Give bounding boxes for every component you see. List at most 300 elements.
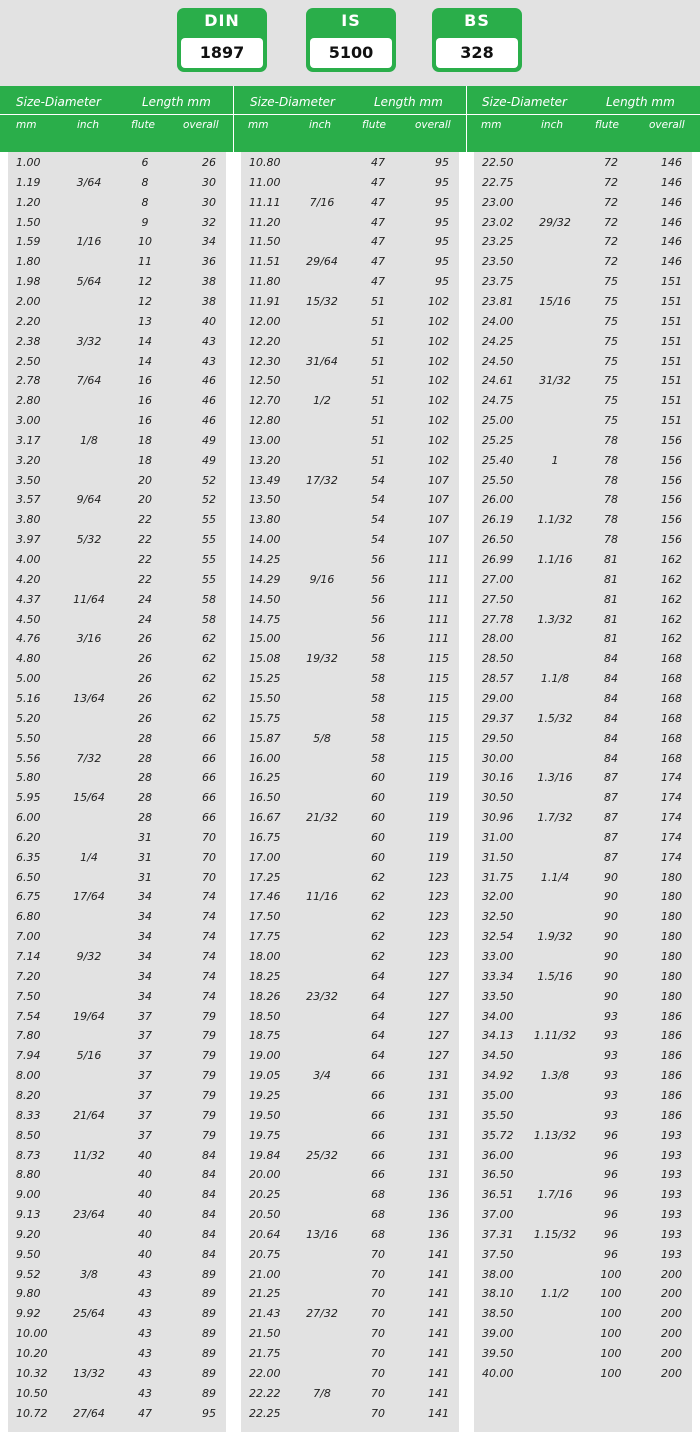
overall-length: 49 bbox=[202, 433, 216, 447]
table-row bbox=[474, 887, 692, 907]
diameter-inch: 15/16 bbox=[539, 294, 571, 308]
flute-length: 56 bbox=[371, 632, 385, 646]
flute-length: 78 bbox=[604, 473, 618, 487]
table-row bbox=[8, 471, 226, 491]
length-heading: Length mm bbox=[142, 95, 211, 109]
flute-length: 16 bbox=[138, 414, 152, 428]
table-row bbox=[8, 490, 226, 510]
flute-length: 51 bbox=[371, 294, 385, 308]
overall-heading: overall bbox=[649, 119, 685, 131]
table-row bbox=[8, 749, 226, 769]
overall-length: 168 bbox=[661, 691, 682, 705]
table-row bbox=[8, 1185, 226, 1205]
overall-length: 89 bbox=[202, 1307, 216, 1321]
diameter-inch: 19/64 bbox=[73, 1009, 105, 1023]
overall-length: 127 bbox=[428, 1029, 449, 1043]
table-row bbox=[241, 1126, 459, 1146]
table-row bbox=[8, 431, 226, 451]
flute-length: 28 bbox=[138, 811, 152, 825]
table-row bbox=[241, 1304, 459, 1324]
diameter-mm: 7.80 bbox=[16, 1029, 41, 1043]
table-row bbox=[241, 1165, 459, 1185]
flute-length: 26 bbox=[138, 691, 152, 705]
diameter-mm: 23.02 bbox=[482, 215, 514, 229]
flute-length: 72 bbox=[604, 156, 618, 169]
overall-length: 115 bbox=[428, 691, 449, 705]
overall-length: 102 bbox=[428, 294, 449, 308]
table-row bbox=[241, 1284, 459, 1304]
diameter-inch: 1.7/32 bbox=[537, 811, 573, 825]
overall-length: 123 bbox=[428, 930, 449, 944]
table-row bbox=[8, 907, 226, 927]
table-row bbox=[474, 490, 692, 510]
overall-length: 46 bbox=[202, 414, 216, 428]
diameter-mm: 6.80 bbox=[16, 910, 41, 924]
overall-length: 180 bbox=[661, 950, 682, 963]
flute-length: 31 bbox=[138, 870, 152, 884]
flute-length: 72 bbox=[604, 235, 618, 249]
flute-length: 90 bbox=[604, 870, 618, 884]
diameter-inch: 13/16 bbox=[306, 1227, 338, 1241]
overall-length: 74 bbox=[202, 950, 216, 963]
diameter-mm: 1.59 bbox=[16, 235, 41, 249]
table-row bbox=[474, 292, 692, 312]
diameter-mm: 34.50 bbox=[482, 1049, 514, 1063]
diameter-mm: 5.00 bbox=[16, 672, 41, 686]
overall-length: 162 bbox=[661, 632, 682, 646]
flute-length: 81 bbox=[604, 572, 618, 586]
diameter-mm: 5.56 bbox=[16, 751, 41, 765]
table-row bbox=[8, 530, 226, 550]
diameter-inch: 1.1/8 bbox=[540, 672, 570, 686]
flute-length: 93 bbox=[604, 1049, 618, 1063]
diameter-mm: 11.50 bbox=[249, 235, 281, 249]
flute-length: 84 bbox=[604, 691, 618, 705]
diameter-mm: 19.50 bbox=[249, 1108, 281, 1122]
header-divider bbox=[0, 114, 700, 115]
diameter-mm: 25.40 bbox=[482, 453, 514, 467]
flute-length: 34 bbox=[138, 950, 152, 963]
table-row bbox=[8, 927, 226, 947]
overall-length: 66 bbox=[202, 751, 216, 765]
overall-length: 156 bbox=[661, 473, 682, 487]
diameter-mm: 21.00 bbox=[249, 1267, 281, 1281]
diameter-mm: 9.00 bbox=[16, 1188, 41, 1202]
table-row bbox=[241, 252, 459, 272]
flute-length: 81 bbox=[604, 592, 618, 606]
diameter-inch: 17/32 bbox=[306, 473, 338, 487]
table-row bbox=[474, 788, 692, 808]
diameter-mm: 1.50 bbox=[16, 215, 41, 229]
diameter-mm: 37.00 bbox=[482, 1208, 514, 1222]
flute-length: 64 bbox=[371, 1049, 385, 1063]
overall-length: 95 bbox=[435, 235, 449, 249]
flute-length: 40 bbox=[138, 1208, 152, 1222]
diameter-inch: 31/64 bbox=[306, 354, 338, 368]
diameter-inch: 25/32 bbox=[306, 1148, 338, 1162]
flute-length: 51 bbox=[371, 354, 385, 368]
table-row bbox=[241, 1026, 459, 1046]
overall-length: 146 bbox=[661, 175, 682, 189]
diameter-mm: 22.22 bbox=[249, 1386, 281, 1400]
diameter-mm: 5.95 bbox=[16, 791, 41, 805]
overall-length: 119 bbox=[428, 850, 449, 864]
diameter-mm: 7.00 bbox=[16, 930, 41, 944]
overall-length: 141 bbox=[428, 1307, 449, 1321]
table-row bbox=[241, 1086, 459, 1106]
overall-length: 79 bbox=[202, 1088, 216, 1102]
table-row bbox=[8, 887, 226, 907]
diameter-mm: 12.20 bbox=[249, 334, 281, 348]
table-row bbox=[474, 1106, 692, 1126]
flute-length: 56 bbox=[371, 592, 385, 606]
diameter-mm: 20.00 bbox=[249, 1168, 281, 1182]
table-row bbox=[241, 411, 459, 431]
diameter-mm: 28.50 bbox=[482, 652, 514, 666]
flute-length: 75 bbox=[604, 294, 618, 308]
table-row bbox=[241, 1185, 459, 1205]
size-table-column-2 bbox=[241, 152, 459, 1432]
overall-length: 123 bbox=[428, 870, 449, 884]
diameter-mm: 21.25 bbox=[249, 1287, 281, 1301]
diameter-inch: 1.13/32 bbox=[533, 1128, 577, 1142]
table-row bbox=[241, 490, 459, 510]
table-row bbox=[474, 530, 692, 550]
overall-length: 66 bbox=[202, 811, 216, 825]
diameter-mm: 30.50 bbox=[482, 791, 514, 805]
overall-length: 79 bbox=[202, 1069, 216, 1083]
flute-length: 60 bbox=[371, 771, 385, 785]
overall-length: 95 bbox=[435, 156, 449, 169]
flute-length: 47 bbox=[138, 1406, 152, 1420]
flute-length: 34 bbox=[138, 969, 152, 983]
table-row bbox=[8, 1344, 226, 1364]
table-row bbox=[474, 451, 692, 471]
table-row bbox=[8, 332, 226, 352]
diameter-mm: 35.50 bbox=[482, 1108, 514, 1122]
flute-length: 62 bbox=[371, 930, 385, 944]
flute-heading: flute bbox=[595, 119, 620, 131]
overall-length: 141 bbox=[428, 1267, 449, 1281]
table-row bbox=[8, 1165, 226, 1185]
overall-length: 174 bbox=[661, 850, 682, 864]
flute-length: 9 bbox=[141, 215, 149, 229]
table-row bbox=[474, 947, 692, 967]
table-row bbox=[8, 1205, 226, 1225]
diameter-inch: 17/64 bbox=[73, 890, 105, 904]
diameter-inch: 1.1/32 bbox=[537, 513, 573, 527]
diameter-mm: 3.50 bbox=[16, 473, 41, 487]
diameter-inch: 7/64 bbox=[76, 374, 102, 388]
overall-length: 74 bbox=[202, 989, 216, 1003]
overall-length: 79 bbox=[202, 1108, 216, 1122]
flute-length: 70 bbox=[371, 1267, 385, 1281]
diameter-mm: 6.50 bbox=[16, 870, 41, 884]
diameter-mm: 39.00 bbox=[482, 1327, 514, 1341]
flute-length: 72 bbox=[604, 175, 618, 189]
flute-length: 87 bbox=[604, 830, 618, 844]
diameter-mm: 8.80 bbox=[16, 1168, 41, 1182]
diameter-inch: 27/32 bbox=[306, 1307, 338, 1321]
diameter-mm: 23.75 bbox=[482, 275, 514, 289]
diameter-mm: 35.00 bbox=[482, 1088, 514, 1102]
flute-length: 84 bbox=[604, 751, 618, 765]
overall-length: 193 bbox=[661, 1128, 682, 1142]
overall-length: 74 bbox=[202, 930, 216, 944]
diameter-mm: 4.50 bbox=[16, 612, 41, 626]
flute-length: 37 bbox=[138, 1088, 152, 1102]
diameter-inch: 1/2 bbox=[313, 394, 331, 408]
table-row bbox=[474, 332, 692, 352]
diameter-mm: 7.50 bbox=[16, 989, 41, 1003]
diameter-mm: 10.72 bbox=[16, 1406, 48, 1420]
diameter-mm: 19.25 bbox=[249, 1088, 281, 1102]
diameter-mm: 15.08 bbox=[249, 652, 281, 666]
flute-length: 58 bbox=[371, 652, 385, 666]
flute-length: 81 bbox=[604, 612, 618, 626]
table-row bbox=[474, 729, 692, 749]
flute-length: 8 bbox=[141, 195, 149, 209]
diameter-mm: 29.50 bbox=[482, 731, 514, 745]
table-row bbox=[241, 629, 459, 649]
table-row bbox=[474, 828, 692, 848]
table-row bbox=[241, 907, 459, 927]
overall-length: 180 bbox=[661, 910, 682, 924]
flute-length: 75 bbox=[604, 275, 618, 289]
table-row bbox=[241, 1146, 459, 1166]
table-row bbox=[8, 1245, 226, 1265]
table-row bbox=[241, 1245, 459, 1265]
overall-length: 141 bbox=[428, 1347, 449, 1360]
table-row bbox=[241, 312, 459, 332]
table-row bbox=[8, 947, 226, 967]
diameter-mm: 15.87 bbox=[249, 731, 281, 745]
diameter-mm: 16.25 bbox=[249, 771, 281, 785]
table-header bbox=[0, 86, 700, 152]
flute-length: 43 bbox=[138, 1386, 152, 1400]
flute-length: 62 bbox=[371, 910, 385, 924]
flute-length: 22 bbox=[138, 572, 152, 586]
diameter-mm: 34.92 bbox=[482, 1069, 514, 1083]
diameter-mm: 16.50 bbox=[249, 791, 281, 805]
table-row bbox=[474, 411, 692, 431]
diameter-inch: 1.3/32 bbox=[537, 612, 573, 626]
overall-length: 43 bbox=[202, 334, 216, 348]
table-row bbox=[474, 431, 692, 451]
flute-length: 64 bbox=[371, 1009, 385, 1023]
flute-length: 93 bbox=[604, 1009, 618, 1023]
overall-length: 66 bbox=[202, 791, 216, 805]
diameter-mm: 8.73 bbox=[16, 1148, 41, 1162]
overall-length: 62 bbox=[202, 672, 216, 686]
diameter-inch: 11/32 bbox=[73, 1148, 105, 1162]
diameter-inch: 25/64 bbox=[73, 1307, 105, 1321]
overall-length: 180 bbox=[661, 989, 682, 1003]
table-row bbox=[241, 451, 459, 471]
flute-length: 68 bbox=[371, 1227, 385, 1241]
overall-length: 156 bbox=[661, 453, 682, 467]
overall-length: 30 bbox=[202, 195, 216, 209]
table-row bbox=[474, 907, 692, 927]
overall-length: 115 bbox=[428, 751, 449, 765]
flute-length: 51 bbox=[371, 394, 385, 408]
table-row bbox=[474, 1225, 692, 1245]
flute-length: 90 bbox=[604, 910, 618, 924]
flute-length: 11 bbox=[138, 255, 152, 269]
flute-length: 26 bbox=[138, 672, 152, 686]
flute-length: 84 bbox=[604, 652, 618, 666]
flute-length: 96 bbox=[604, 1168, 618, 1182]
standard-badge-din bbox=[177, 8, 267, 72]
overall-length: 102 bbox=[428, 354, 449, 368]
table-row bbox=[241, 1007, 459, 1027]
flute-length: 54 bbox=[371, 473, 385, 487]
overall-length: 111 bbox=[428, 592, 449, 606]
diameter-inch: 1.1/16 bbox=[537, 553, 573, 566]
table-row bbox=[474, 649, 692, 669]
diameter-mm: 26.99 bbox=[482, 553, 514, 566]
overall-length: 55 bbox=[202, 533, 216, 547]
table-row bbox=[8, 510, 226, 530]
table-row bbox=[8, 1007, 226, 1027]
table-row bbox=[474, 808, 692, 828]
standard-badge-is bbox=[306, 8, 396, 72]
flute-length: 78 bbox=[604, 533, 618, 547]
flute-length: 70 bbox=[371, 1366, 385, 1380]
diameter-inch: 1.3/8 bbox=[540, 1069, 570, 1083]
diameter-mm: 19.05 bbox=[249, 1069, 281, 1083]
diameter-inch: 3/8 bbox=[80, 1267, 98, 1281]
table-row bbox=[8, 213, 226, 233]
flute-length: 64 bbox=[371, 969, 385, 983]
flute-length: 37 bbox=[138, 1069, 152, 1083]
overall-length: 193 bbox=[661, 1188, 682, 1202]
diameter-mm: 28.57 bbox=[482, 672, 514, 686]
overall-length: 84 bbox=[202, 1168, 216, 1182]
diameter-mm: 17.25 bbox=[249, 870, 281, 884]
diameter-mm: 2.50 bbox=[16, 354, 41, 368]
table-row bbox=[474, 709, 692, 729]
flute-length: 51 bbox=[371, 374, 385, 388]
length-heading: Length mm bbox=[606, 95, 675, 109]
flute-length: 93 bbox=[604, 1108, 618, 1122]
diameter-mm: 13.20 bbox=[249, 453, 281, 467]
table-row bbox=[474, 272, 692, 292]
flute-length: 26 bbox=[138, 711, 152, 725]
table-row bbox=[241, 1205, 459, 1225]
table-row bbox=[8, 1146, 226, 1166]
overall-length: 102 bbox=[428, 414, 449, 428]
flute-length: 22 bbox=[138, 553, 152, 566]
flute-length: 54 bbox=[371, 493, 385, 507]
diameter-inch: 1 bbox=[551, 453, 559, 467]
diameter-mm: 32.50 bbox=[482, 910, 514, 924]
overall-length: 89 bbox=[202, 1267, 216, 1281]
flute-length: 24 bbox=[138, 612, 152, 626]
table-row bbox=[241, 947, 459, 967]
diameter-mm: 11.91 bbox=[249, 294, 281, 308]
table-row bbox=[8, 1106, 226, 1126]
flute-length: 100 bbox=[600, 1307, 622, 1321]
diameter-mm: 28.00 bbox=[482, 632, 514, 646]
flute-length: 64 bbox=[371, 989, 385, 1003]
diameter-mm: 11.51 bbox=[249, 255, 281, 269]
flute-length: 14 bbox=[138, 334, 152, 348]
overall-length: 102 bbox=[428, 394, 449, 408]
table-row bbox=[241, 709, 459, 729]
flute-length: 100 bbox=[600, 1267, 622, 1281]
flute-length: 70 bbox=[371, 1307, 385, 1321]
diameter-mm: 12.30 bbox=[249, 354, 281, 368]
table-row bbox=[474, 1304, 692, 1324]
table-row bbox=[241, 371, 459, 391]
table-row bbox=[241, 649, 459, 669]
overall-length: 151 bbox=[661, 294, 682, 308]
overall-length: 58 bbox=[202, 612, 216, 626]
overall-length: 111 bbox=[428, 572, 449, 586]
diameter-mm: 5.80 bbox=[16, 771, 41, 785]
table-row bbox=[241, 729, 459, 749]
diameter-inch: 23/64 bbox=[73, 1208, 105, 1222]
diameter-mm: 3.57 bbox=[16, 493, 41, 507]
diameter-inch: 1.15/32 bbox=[533, 1227, 577, 1241]
overall-length: 43 bbox=[202, 354, 216, 368]
table-row bbox=[8, 1284, 226, 1304]
diameter-mm: 31.50 bbox=[482, 850, 514, 864]
overall-length: 79 bbox=[202, 1029, 216, 1043]
standard-number: 1897 bbox=[181, 38, 263, 68]
overall-length: 34 bbox=[202, 235, 216, 249]
flute-length: 66 bbox=[371, 1128, 385, 1142]
diameter-mm: 24.00 bbox=[482, 314, 514, 328]
table-row bbox=[8, 1066, 226, 1086]
diameter-mm: 33.00 bbox=[482, 950, 514, 963]
table-row bbox=[474, 868, 692, 888]
diameter-mm: 26.19 bbox=[482, 513, 514, 527]
overall-length: 102 bbox=[428, 433, 449, 447]
flute-length: 96 bbox=[604, 1227, 618, 1241]
flute-length: 70 bbox=[371, 1247, 385, 1261]
diameter-mm: 5.50 bbox=[16, 731, 41, 745]
table-row bbox=[474, 153, 692, 173]
flute-length: 56 bbox=[371, 553, 385, 566]
overall-length: 102 bbox=[428, 334, 449, 348]
inch-heading: inch bbox=[77, 119, 99, 131]
flute-length: 51 bbox=[371, 433, 385, 447]
diameter-mm: 2.20 bbox=[16, 314, 41, 328]
diameter-mm: 22.75 bbox=[482, 175, 514, 189]
overall-length: 174 bbox=[661, 811, 682, 825]
table-row bbox=[474, 590, 692, 610]
diameter-mm: 10.32 bbox=[16, 1366, 48, 1380]
flute-length: 14 bbox=[138, 354, 152, 368]
diameter-mm: 15.25 bbox=[249, 672, 281, 686]
flute-length: 28 bbox=[138, 791, 152, 805]
table-row bbox=[241, 828, 459, 848]
diameter-mm: 36.50 bbox=[482, 1168, 514, 1182]
diameter-mm: 5.20 bbox=[16, 711, 41, 725]
diameter-mm: 27.78 bbox=[482, 612, 514, 626]
diameter-mm: 34.00 bbox=[482, 1009, 514, 1023]
flute-length: 47 bbox=[371, 175, 385, 189]
flute-length: 58 bbox=[371, 672, 385, 686]
flute-length: 37 bbox=[138, 1029, 152, 1043]
diameter-mm: 15.75 bbox=[249, 711, 281, 725]
overall-length: 186 bbox=[661, 1088, 682, 1102]
diameter-mm: 6.20 bbox=[16, 830, 41, 844]
flute-length: 56 bbox=[371, 572, 385, 586]
overall-length: 200 bbox=[661, 1347, 682, 1360]
